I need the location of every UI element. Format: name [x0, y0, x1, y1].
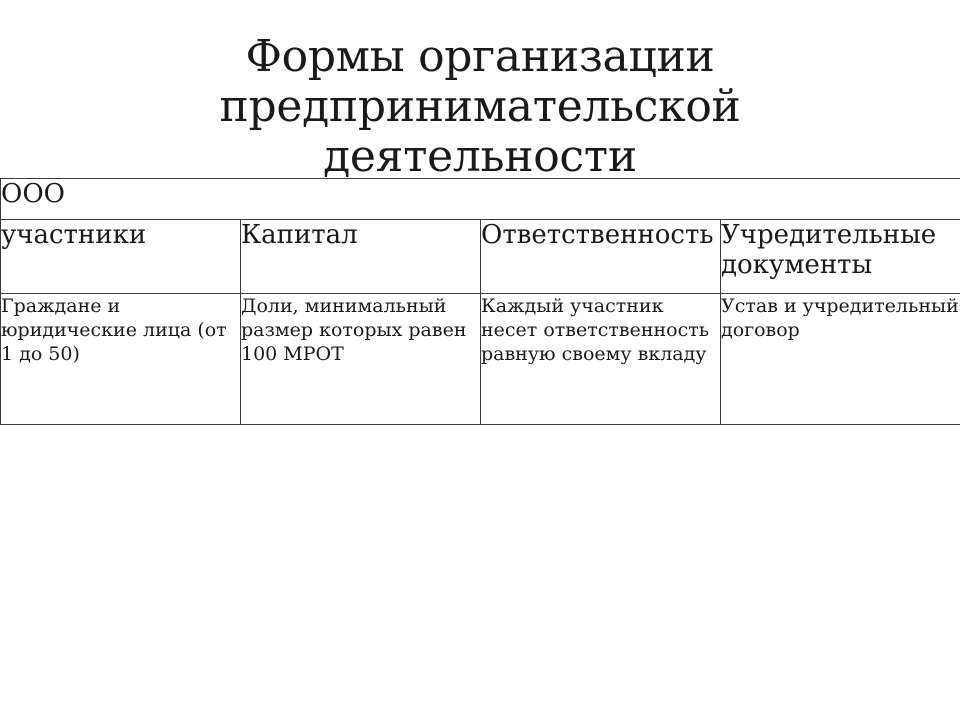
cell-capital: Доли, минимальный размер которых равен 100 МРОТ — [241, 294, 481, 425]
slide-title — [0, 32, 960, 182]
table-caption: ООО — [1, 179, 960, 220]
table-caption-row — [1, 179, 960, 220]
header-participants: участники — [1, 220, 241, 294]
slide-title-line-2: деятельности — [323, 131, 637, 182]
cell-founding-documents: Устав и учредительный договор — [721, 294, 960, 425]
header-liability: Ответственность — [481, 220, 721, 294]
table-header-row — [1, 220, 960, 294]
slide-title-line-1: Формы организации предпринимательской — [219, 31, 741, 132]
header-founding-documents: Учредительные документы — [721, 220, 960, 294]
cell-liability: Каждый участник несет ответственность равную своему вкладу — [481, 294, 721, 425]
table-row — [1, 294, 960, 425]
header-capital: Капитал — [241, 220, 481, 294]
cell-participants: Граждане и юридические лица (от 1 до 50) — [1, 294, 241, 425]
ooo-table — [0, 178, 960, 425]
